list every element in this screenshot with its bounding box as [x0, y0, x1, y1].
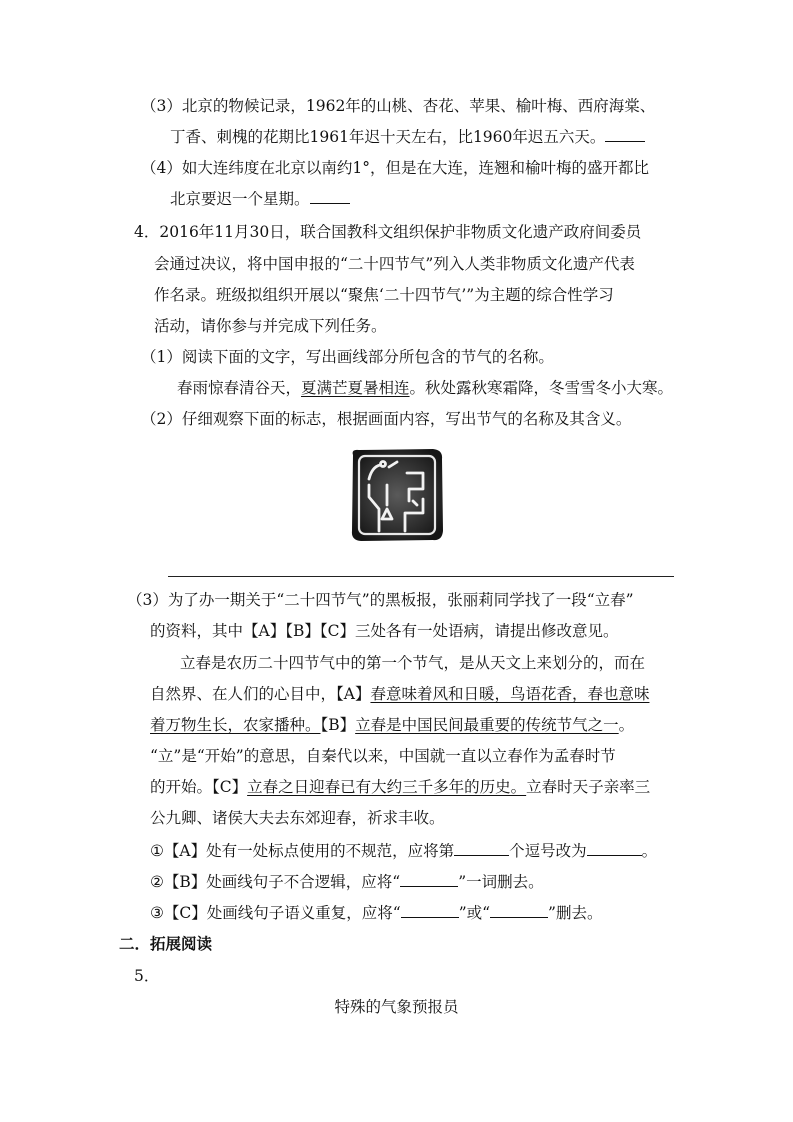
q4-line3: 作名录。班级拟组织开展以“聚焦‘二十四节气’”为主题的综合性学习	[154, 286, 614, 304]
sub2-text: ②【B】处画线句子不合逻辑，应将“	[150, 873, 401, 891]
passage-line4: “立”是“开始”的意思，自秦代以来，中国就一直以立春作为孟春时节	[150, 747, 616, 765]
q4-line1: 4．2016年11月30日，联合国教科文组织保护非物质文化遗产政府间委员	[134, 223, 642, 241]
answer-blank[interactable]	[605, 127, 645, 142]
passage-underlined-a: 着万物生长，农家播种。	[150, 716, 321, 734]
answer-blank[interactable]	[587, 841, 642, 856]
sub3-text: ③【C】处画线句子语义重复，应将“	[150, 904, 401, 922]
q4-line4: 活动，请你参与并完成下列任务。	[154, 317, 387, 335]
passage-line2	[150, 684, 649, 704]
passage-underlined-b: 立春是中国民间最重要的传统节气之一	[355, 716, 619, 734]
sub1-text: 。	[641, 842, 658, 860]
sub-question-2	[150, 872, 544, 892]
sub1-text: 个逗号改为	[509, 842, 587, 860]
sub3-text: ”删去。	[548, 904, 603, 922]
answer-blank[interactable]	[490, 903, 548, 918]
answer-blank[interactable]	[400, 872, 458, 887]
passage-text: 的开始。【C】	[150, 778, 248, 796]
q3-4-line2-text: 北京要迟一个星期。	[170, 190, 310, 208]
answer-blank[interactable]	[401, 903, 459, 918]
q5-number: 5．	[134, 967, 160, 985]
poem-text: 春雨惊春清谷天，	[177, 379, 302, 397]
passage-line1: 立春是农历二十四节气中的第一个节气，是从天文上来划分的，而在	[180, 654, 646, 672]
answer-blank[interactable]	[310, 189, 350, 204]
q3-4-line1: （4）如大连纬度在北京以南约1°，但是在大连，连翘和榆叶梅的盛开都比	[141, 159, 649, 177]
sub3-text: ”或“	[458, 904, 491, 922]
sub2-text: ”一词删去。	[458, 873, 544, 891]
answer-blank[interactable]	[454, 841, 509, 856]
q4-1-prompt: （1）阅读下面的文字，写出画线部分所包含的节气的名称。	[141, 348, 554, 366]
q4-line2: 会通过决议，将中国申报的“二十四节气”列入人类非物质文化遗产代表	[154, 255, 635, 273]
q3-4-line2	[170, 189, 350, 209]
q3-3-line2-text: 丁香、刺槐的花期比1961年迟十天左右，比1960年迟五六天。	[170, 128, 606, 146]
passage-line3	[150, 715, 634, 735]
answer-line[interactable]	[168, 576, 674, 577]
article-title: 特殊的气象预报员	[334, 998, 459, 1016]
section-heading: 二．拓展阅读	[119, 934, 213, 953]
q4-3-prompt1: （3）为了办一期关于“二十四节气”的黑板报，张丽莉同学找了一段“立春”	[127, 591, 634, 609]
passage-text: 自然界、在人们的心目中，【A】	[150, 685, 371, 703]
sub1-text: ①【A】处有一处标点使用的不规范，应将第	[150, 842, 455, 860]
q4-1-poem	[177, 378, 673, 398]
q3-3-line1: （3）北京的物候记录，1962年的山桃、杏花、苹果、榆叶梅、西府海棠、	[141, 97, 656, 115]
poem-text: 。秋处露秋寒霜降，冬雪雪冬小大寒。	[409, 379, 674, 397]
q4-3-prompt2: 的资料，其中【A】【B】【C】三处各有一处语病，请提出修改意见。	[150, 622, 619, 640]
solar-term-seal-icon	[347, 445, 447, 545]
passage-text: 【B】	[320, 716, 356, 734]
passage-line5	[150, 777, 650, 797]
passage-underlined-a: 春意味着风和日暖，鸟语花香，春也意味	[370, 685, 650, 703]
passage-text: 。	[618, 716, 635, 734]
sub-question-1	[150, 841, 657, 861]
sub-question-3	[150, 903, 602, 923]
passage-text: 立春时天子亲率三	[526, 778, 651, 796]
q4-2-prompt: （2）仔细观察下面的标志，根据画面内容，写出节气的名称及其含义。	[141, 410, 632, 428]
q3-3-line2	[170, 127, 645, 147]
poem-underlined: 夏满芒夏暑相连	[301, 379, 410, 397]
passage-underlined-c: 立春之日迎春已有大约三千多年的历史。	[247, 778, 527, 796]
passage-line6: 公九卿、诸侯大夫去东郊迎春，祈求丰收。	[150, 809, 445, 827]
